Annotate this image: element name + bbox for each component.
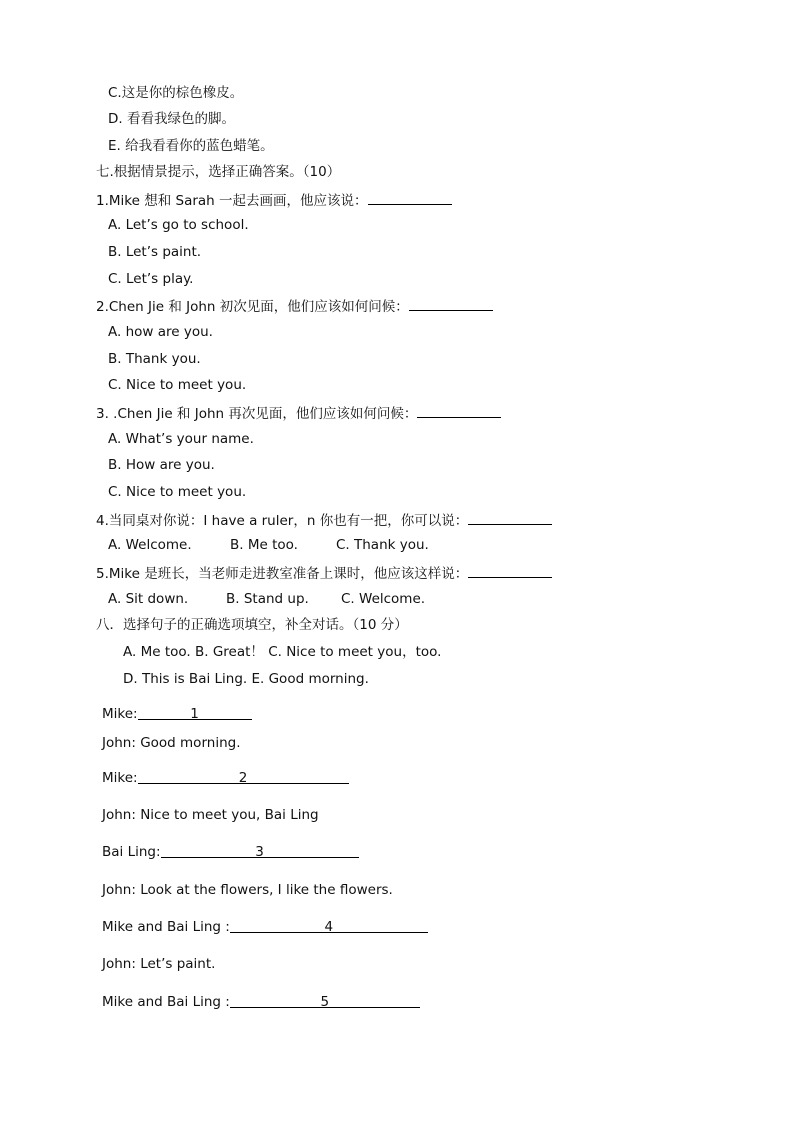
section7-heading: 七.根据情景提示，选择正确答案。（10） [96,164,341,180]
dialogue-line-john-4: John: Let’s paint. [102,956,216,972]
question-prompt-text: 4.当同桌对你说：I have a ruler，n 你也有一把，你可以说： [96,513,469,529]
answer-blank-4[interactable] [230,918,428,933]
question-prompt-text: 5.Mike 是班长，当老师走进教室准备上课时，他应该这样说： [96,566,469,582]
answer-blank-2[interactable] [138,769,349,784]
question-prompt-text: 3. .Chen Jie 和 John 再次见面，他们应该如何问候： [96,406,418,422]
blank-number: 3 [255,844,264,860]
question-4-option-b: B. Me too. [230,537,298,553]
answer-blank-1[interactable] [138,705,252,720]
option-d-feet: D. 看看我绿色的脚。 [108,111,235,127]
speaker-label: Mike: [102,770,138,786]
answer-blank[interactable] [409,296,493,311]
option-c-eraser: C.这是你的棕色橡皮。 [108,85,244,101]
question-2-prompt [96,296,493,316]
dialogue-line-bailing-3 [102,843,359,861]
question-4-option-c: C. Thank you. [336,537,429,553]
question-1-option-b: B. Let’s paint. [108,244,202,260]
question-3-option-a: A. What’s your name. [108,431,254,447]
dialogue-line-john-2: John: Nice to meet you, Bai Ling [102,807,319,823]
option-e-crayon: E. 给我看看你的蓝色蜡笔。 [108,138,274,154]
question-3-option-b: B. How are you. [108,457,215,473]
question-3-option-c: C. Nice to meet you. [108,484,247,500]
answer-blank[interactable] [468,510,552,525]
dialogue-line-mike-1 [102,705,252,723]
section8-options-row-2: D. This is Bai Ling. E. Good morning. [123,671,369,687]
blank-number: 4 [324,919,334,935]
speaker-label: Mike and Bai Ling : [102,919,230,935]
dialogue-line-mike-bailing-4 [102,918,428,936]
dialogue-line-mike-2 [102,769,349,787]
question-4-options [108,536,429,554]
question-1-option-a: A. Let’s go to school. [108,217,249,233]
dialogue-line-mike-bailing-5 [102,993,420,1011]
question-1-option-c: C. Let’s play. [108,271,194,287]
question-4-option-a: A. Welcome. [108,537,192,553]
question-2-option-b: B. Thank you. [108,351,201,367]
answer-blank[interactable] [368,190,452,205]
question-5-option-a: A. Sit down. [108,591,189,607]
answer-blank[interactable] [417,403,501,418]
question-2-option-a: A. how are you. [108,324,213,340]
speaker-label: Mike: [102,706,138,722]
speaker-label: Mike and Bai Ling : [102,994,230,1010]
question-5-options [108,590,425,608]
dialogue-line-john-1: John: Good morning. [102,735,241,751]
question-prompt-text: 2.Chen Jie 和 John 初次见面，他们应该如何问候： [96,299,409,315]
question-5-option-b: B. Stand up. [226,591,309,607]
blank-number: 5 [320,994,330,1010]
section8-options-row-1: A. Me too. B. Great！ C. Nice to meet you，too. [123,644,442,660]
question-1-prompt [96,190,452,210]
speaker-label: Bai Ling: [102,844,161,860]
answer-blank[interactable] [468,563,552,578]
blank-number: 1 [190,706,199,722]
answer-blank-5[interactable] [230,993,420,1008]
answer-blank-3[interactable] [161,843,359,858]
question-5-prompt [96,563,552,583]
section8-heading: 八．选择句子的正确选项填空，补全对话。（10 分） [96,617,408,633]
dialogue-line-john-3: John: Look at the flowers, I like the flowers. [102,882,393,898]
question-5-option-c: C. Welcome. [341,591,426,607]
question-4-prompt [96,510,552,530]
question-3-prompt [96,403,501,423]
question-2-option-c: C. Nice to meet you. [108,377,247,393]
question-prompt-text: 1.Mike 想和 Sarah 一起去画画，他应该说： [96,193,368,209]
blank-number: 2 [238,770,248,786]
